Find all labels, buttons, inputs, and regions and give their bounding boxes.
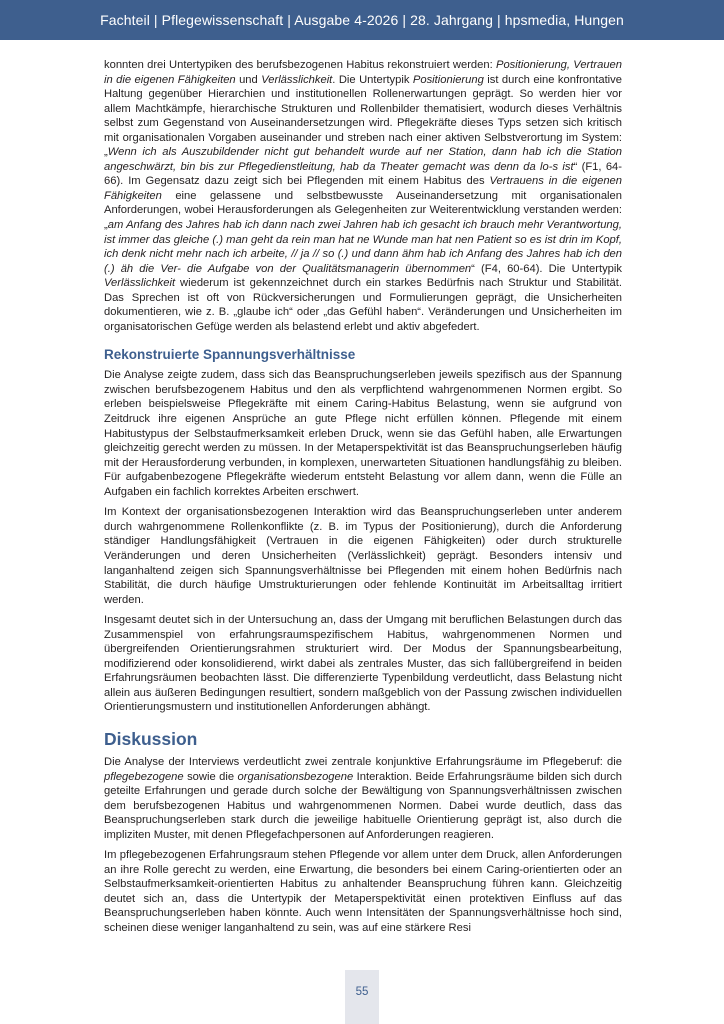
italic-run: Positionierung	[412, 73, 484, 86]
paragraph-pflegebezogen	[104, 848, 622, 935]
text-run: “ (F1, 64-66). Im Gegensatz dazu zeigt sich bei Pflegenden mit einem Habitus des	[104, 160, 622, 188]
running-title: Fachteil | Pflegewissenschaft | Ausgabe 4-2026 | 28. Jahrgang | hpsmedia, Hungen	[100, 12, 624, 28]
text-run: “ (F4, 60-64). Die Untertypik	[471, 262, 622, 275]
article-body	[104, 58, 622, 942]
running-header	[0, 0, 724, 40]
page-number-box	[345, 970, 379, 1024]
text-run: Insgesamt deutet sich in der Untersuchung an, dass der Umgang mit beruflichen Belastungen durch das Zusammenspiel von erfahrungsraumspezifischem Habitus, wahrgenommenen Normen und übergreifenden Orientierungsrahmen strukturiert wird. Der Modus der Spannungsbearbeitung, modifizierend oder konsolidierend, wirkt dabei als zentrales Muster, das sich fallübergreifend in beiden Erfahrungsräumen beobachten lässt. Die differenzierte Typenbildung verdeutlicht, dass Belastung nicht allein aus äußeren Bedingungen resultiert, sondern maßgeblich von der Passung zwischen individuellen Orientierungsmustern und institutionellen Anforderungen abhängt.	[104, 614, 622, 714]
text-run: konnten drei Untertypiken des berufsbezogenen Habitus rekonstruiert werden:	[104, 59, 496, 71]
text-run: ist durch eine konfrontative Haltung gegenüber Hierarchien und institutionellen Rollenerwartungen geprägt. So werden hier vor allem Machtkämpfe, hierarchische Strukturen und Rollenbilder thematisiert, wodurch dieses Verhältnis selbst zum Gegenstand von Auseinandersetzungen wird. Pflegekräfte dieses Typs setzen sich kritisch mit organisationalen Vorgaben auseinander und streben nach einer aktiven Selbstverortung im System: „	[104, 73, 622, 159]
italic-run: organisationsbezogene	[237, 770, 354, 783]
italic-run: Verlässlichkeit	[261, 73, 333, 86]
italic-run: pflegebezogene	[104, 770, 184, 783]
paragraph-diskussion-analyse	[104, 755, 622, 842]
paragraph-untertypiken	[104, 58, 622, 334]
italic-run: Verlässlichkeit	[104, 277, 176, 290]
italic-run: am Anfang des Jahres hab ich dann nach zwei Jahren hab ich gesacht ich brauch mehr Verantwortung, ist immer das gleiche (.) man geht da rein man hat ne Wunde man hat nen Patient so es ist drin im Kopf, ich denk nicht mehr nach ich arbeite, // ja // so (.) und dann ähm hab ich Anfang des Jahres hab ich den (.) äh die Ver- die Aufgabe von der Qualitätsmanagerin übernommen	[104, 219, 622, 275]
text-run: Die Analyse der Interviews verdeutlicht zwei zentrale konjunktive Erfahrungsräume im Pflegeberuf: die	[104, 755, 622, 768]
text-run: wiederum ist gekennzeichnet durch ein starkes Bedürfnis nach Struktur und Stabilität. Das Sprechen ist oft von Rückversicherungen und Formulierungen geprägt, die Unsicherheiten dokumentieren, wie z. B. „glaube ich“ oder „das Gefühl haben“. Veränderungen und Unsicherheiten im organisatorischen Gefüge werden als belastend erlebt und aktiv abgefedert.	[104, 277, 622, 333]
page-number: 55	[355, 986, 369, 998]
text-run: Im pflegebezogenen Erfahrungsraum stehen Pflegende vor allem unter dem Druck, allen Anforderungen an ihre Rolle gerecht zu werden, eine Erwartung, die besonders bei einem Caring-orientierten oder an Selbstaufmerksamkeit-orientierten Habitus zu anhaltender Beanspruchung führen kann. Gleichzeitig deutet sich an, dass die Untertypik der Metaperspektivität einen protektiven Einfluss auf das Beanspruchungserleben haben könnte. Auch wenn Intensitäten der Spannungsverhältnisse hoch sind, scheinen diese weniger langanhaltend zu sein, was auf eine stärkere Resi	[104, 849, 622, 934]
paragraph-analyse-spannung	[104, 368, 622, 499]
italic-run: Vertrauens in die eigenen Fähigkeiten	[104, 175, 622, 202]
text-run: Im Kontext der organisationsbezogenen Interaktion wird das Beanspruchungserleben unter anderem durch wahrgenommene Rollenkonflikte (z. B. im Typus der Positionierung), durch die Anforderung ständiger Handlungsfähigkeit (Vertrauen in die eigenen Fähigkeiten) oder durch strukturelle Veränderungen und deren Unsicherheiten (Verlässlichkeit) geprägt. Besonders intensiv und langanhaltend zeigen sich Spannungsverhältnisse bei Pflegenden mit einem hohen Bedürfnis nach Stabilität, die durch häufige Umstrukturierungen oder fehlende Kontinuität im Arbeitsalltag irritiert werden.	[104, 506, 622, 606]
text-run: sowie die	[183, 770, 238, 783]
text-run: Interaktion. Beide Erfahrungsräume bilden sich durch geteilte Erfahrungen und gerade durch solche der Bewältigung von Spannungsverhältnissen zwischen dem berufsbezogenen Habitus und wahrgenommenen Normen. Dabei wurde deutlich, dass das Beanspruchungserleben stark durch die jeweilige habituelle Orientierung geprägt ist, also durch die impliziten Muster, mit denen Pflegefachpersonen auf Anforderungen reagieren.	[104, 770, 622, 841]
paragraph-organisationsbezogen	[104, 505, 622, 607]
italic-run: Wenn ich als Auszubildender nicht gut behandelt wurde auf ner Station, dann hab ich die Station angeschwärzt, bin bis zur Pflegedienstleitung, hab da Theater gemacht was denn da lo-s ist	[104, 146, 622, 173]
section-heading-spannungsverhaeltnisse: Rekonstruierte Spannungsverhältnisse	[104, 347, 356, 363]
text-run: . Die Untertypik	[332, 73, 413, 86]
paragraph-insgesamt	[104, 613, 622, 715]
italic-run: Positionierung, Vertrauen in die eigenen Fähigkeiten	[104, 59, 622, 86]
section-heading-diskussion: Diskussion	[104, 728, 198, 749]
text-run: Die Analyse zeigte zudem, dass sich das Beanspruchungserleben jeweils spezifisch aus der Spannung zwischen berufsbezogenem Habitus und den als verpflichtend wahrgenommenen Normen ergibt. So erleben beispielsweise Pflegekräfte mit einem Caring-Habitus Belastung, wenn sie aufgrund von Zeitdruck ihre eigenen Ansprüche an gute Pflege nicht erfüllen können. Pflegende mit einem Habitustypus der Selbstaufmerksamkeit erleben Druck, wenn sie das Gefühl haben, alle Erwartungen gleichzeitig gerecht werden zu müssen. In der Metaperspektivität ist das Beanspruchungserleben häufig mit der Herausforderung verbunden, in komplexen, unerwarteten Situationen handlungsfähig zu bleiben. Für aufgabenbezogene Pflegekräfte wiederum entsteht Belastung vor allem dann, wenn die Fülle an Aufgaben ein fachlich korrektes Arbeiten erschwert.	[104, 369, 622, 498]
text-run: eine gelassene und selbstbewusste Auseinandersetzung mit organisationalen Anforderungen, wobei Herausforderungen als Gelegenheiten zur Weiterentwicklung verstanden werden: „	[104, 189, 622, 232]
text-run: und	[235, 73, 262, 86]
